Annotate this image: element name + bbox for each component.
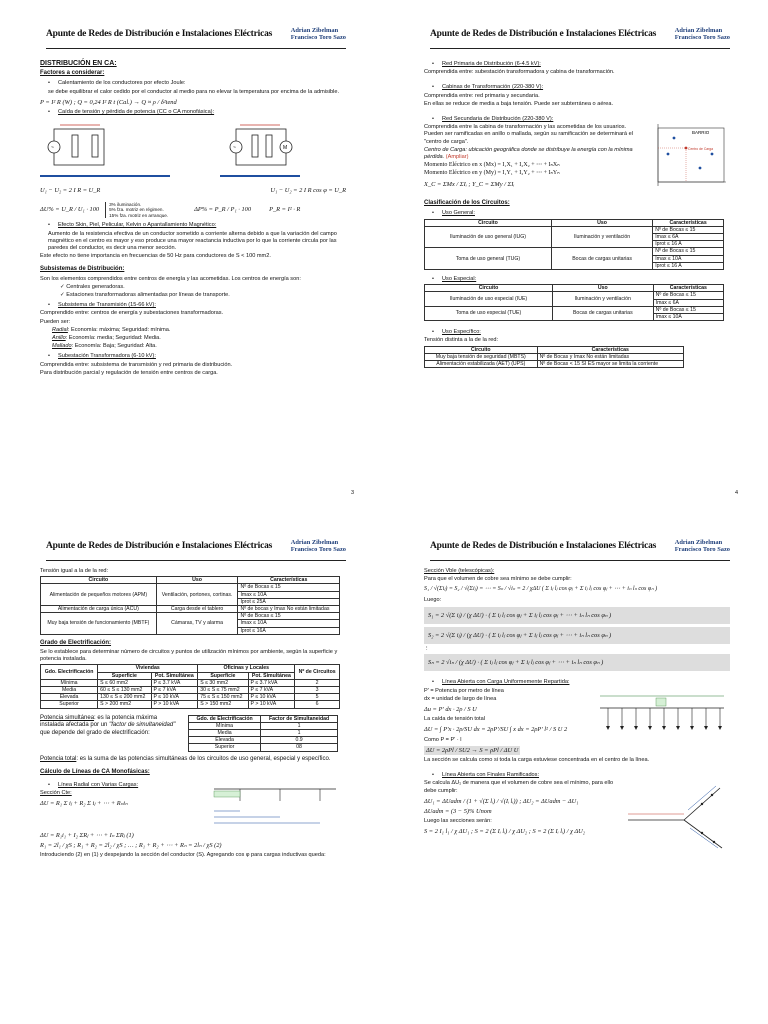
equation: Momento Eléctrico en x (Mx) = I₁X₁ + I₂X₂ + ⋯ + IₙXₙ — [424, 162, 560, 169]
header-title: Apunte de Redes de Distribución e Instalaciones Eléctricas — [430, 29, 657, 39]
bullet-item: • Línea Abierta con Finales Ramificados: — [432, 772, 730, 779]
equation: ΔU₁ = ΔUadm / (1 + √(Σ lᵢ) / √(Iᵢ lᵢ)) ; ΔU₂ = ΔUadm − ΔU₁ — [424, 797, 579, 805]
list-item: Radial: Economía: máxima; Seguridad: mínima. — [52, 326, 171, 333]
header-title: Apunte de Redes de Distribución e Instalaciones Eléctricas — [46, 29, 273, 39]
paragraph: En ellas se reduce de media a baja tensión. Puede ser subterránea o aérea. — [424, 100, 614, 107]
load-center-label: Centro de Carga — [688, 147, 714, 152]
bullet-item: • Uso General: — [432, 210, 730, 217]
equation: ΔU = R₁ Σ iⱼ + R₂ Σ iⱼ + ⋯ + Rₙiₙ — [40, 800, 128, 808]
header-title: Apunte de Redes de Distribución e Instalaciones Eléctricas — [430, 541, 657, 551]
bullet-item: • Subestación Transformadora (6-10 kV): — [48, 353, 346, 360]
bullet-item: • Red Primaria de Distribución (6-4.5 kV): — [432, 61, 730, 68]
motor-label: M — [283, 145, 288, 152]
page-header — [430, 540, 730, 561]
branched-line-text — [424, 780, 624, 850]
specific-use-table: Circuito Características Muy baja tensión de seguridad (MBTS) Nº de Bocas y Imax No están limitadas Alimentación estabilizada (AET) (UPS) Nº de Bocas < 15 SI ES mayor se limita la corriente — [424, 346, 684, 369]
paragraph: Luego las secciones serán: — [424, 818, 492, 825]
distributed-load-block — [424, 688, 730, 757]
equation: ΔU = ∫ P'x · 2ρ/SU dx = 2ρP'/SU ∫ x dx = 2ρP' l² / S U 2 — [424, 726, 568, 734]
branched-line-block — [424, 780, 730, 850]
paragraph: Para que el volumen de cobre sea mínimo se debe cumplir: — [424, 576, 572, 583]
equation-row — [40, 184, 346, 197]
simultaneity-block — [40, 715, 346, 752]
page-body — [40, 58, 346, 378]
bullet-item: • Efecto Skin, Piel, Pelicular, Kelvin o Apantallamiento Magnético: — [48, 222, 346, 229]
header-authors: Adrian Zibelman Francisco Toro Sazo — [674, 27, 730, 41]
header-title: Apunte de Redes de Distribución e Instalaciones Eléctricas — [46, 541, 273, 551]
source-symbol: ~ — [51, 145, 54, 152]
radial-line-block — [40, 779, 346, 829]
bullet-item: • Cabinas de Transformación (220-380 V): — [432, 84, 730, 91]
page-body — [40, 568, 346, 860]
document-page-5 — [0, 512, 384, 1024]
page-number: 4 — [734, 490, 738, 496]
document-page-6 — [384, 512, 768, 1024]
subheading: Cálculo de Líneas de CA Monofásicas: — [40, 769, 150, 776]
paragraph: Comprendida entre: subestación transformadora y cabina de transformación. — [424, 69, 615, 76]
limits-list: 3% iluminación. 5% fza. motriz en régimen. 15% fza. motriz en arranque. — [105, 202, 168, 219]
page-header — [46, 540, 346, 561]
document-page-4 — [384, 0, 768, 512]
page-body — [424, 568, 730, 850]
header-authors: Adrian Zibelman Francisco Toro Sazo — [674, 539, 730, 553]
paragraph: Se calcula ΔU₁ de manera que el volumen de cobre sea el mínimo, para ello debe cumplir: — [424, 780, 614, 794]
paragraph: La caída de tensión total — [424, 716, 485, 723]
paragraph: Este efecto no tiene importancia en frecuencias de 50 Hz para conductores de S < 100 mm2. — [40, 253, 271, 260]
paragraph: dx = unidad de largo de línea — [424, 695, 497, 702]
load-center-diagram — [644, 124, 728, 194]
list-item: Anillo: Economía: media; Seguridad: Media. — [52, 335, 161, 342]
equation: R₁ = 2l₁ / χS ; R₁ + R₂ = 2l₂ / χS ; … ; R₁ + R₂ + ⋯ + Rₙ = 2lₙ / χS (2) — [40, 841, 222, 849]
load-center-block — [424, 124, 730, 194]
source-symbol: ~ — [233, 145, 236, 152]
list-item: Mallado: Economía: Baja; Seguridad: Alta. — [52, 343, 157, 350]
paragraph: Son los elementos comprendidos entre centros de energía y las acometidas. Los centros de energía son: — [40, 275, 301, 282]
bullet-item: • Uso Específico: — [432, 329, 730, 336]
equation: P = I² R (W) ; Q = 0,24 I² R t (Cal.) → Q ≈ ρ / δ²tend — [40, 98, 177, 106]
equation: ΔP% = P_R / P₁ · 100 — [194, 206, 252, 214]
paragraph: Luego: — [424, 596, 442, 603]
bullet-item: • Uso Especial: — [432, 276, 730, 283]
ellipsis: ⋮ — [424, 646, 430, 653]
distributed-load-diagram — [594, 688, 730, 748]
equation-row — [40, 202, 346, 219]
equation: U₁ − U₂ = 2 I R = U_R — [40, 187, 101, 195]
branched-line-diagram — [624, 780, 728, 850]
document-page-3 — [0, 0, 384, 512]
equation-box: S₁ = 2 √(Σ iⱼ) / (χ ΔU) · ( Σ iⱼ lⱼ cos φⱼ + Σ iⱼ lⱼ cos φⱼ + ⋯ + iₙ lₙ cos φₙ ) — [424, 607, 730, 624]
bullet-item: • Subsistema de Transmisión (15-66 kV): — [48, 302, 346, 309]
bullet-item: • Calentamiento de los conductores por efecto Joule: — [48, 80, 346, 87]
special-use-table: Circuito Uso Características Iluminación de uso especial (IUE) Iluminación y ventilación Nº de Bocas ≤ 15 Imax ≤ 6A Toma de uso especial (TUE) Bocas de cargas unitarias Nº de Bocas ≤ 15 Imax ≤ 10A — [424, 284, 724, 321]
page-header — [430, 28, 730, 49]
bullet-item: • Línea Radial con Varias Cargas: — [48, 782, 210, 789]
simultaneity-table: Gdo. de Electrificación Factor de Simultaneidad Mínima 1 Media 1 Elevada 0.9 Superior 08 — [188, 715, 338, 752]
equation: ΔU% = U_R / U₁ · 100 — [40, 206, 100, 214]
paragraph: Comprendido entre: centros de energía y subestaciones transformadoras. — [40, 310, 224, 317]
header-authors: Adrian Zibelman Francisco Toro Sazo — [290, 27, 346, 41]
list-item: ✓ Centrales generadoras. — [60, 284, 346, 291]
paragraph: Introduciendo (2) en (1) y despejando la sección del conductor (S). Agregando cos φ para cargas inductivas queda: — [40, 852, 326, 859]
radial-line-text — [40, 779, 210, 829]
equation: X_C = ΣMx / ΣIᵢ ; Y_C = ΣMy / ΣIᵢ — [424, 180, 515, 188]
equation: Δu = P' dx · 2ρ / S U — [424, 706, 477, 714]
bullet-item: • Línea Abierta con Carga Uniformemente Repartida: — [432, 679, 730, 686]
paragraph: La sección se calcula como si toda la carga estuviese concentrada en el centro de la línea. — [424, 757, 650, 764]
header-authors: Adrian Zibelman Francisco Toro Sazo — [290, 539, 346, 553]
paragraph: Aumento de la resistencia efectiva de un conductor sometido a corriente alterna debido a que la variación del campo magnético en el centro es mayor y eso produce una mayor reactancia inductiva por lo que la corriente circula por las paredes del conductor, es decir una menor sección. — [48, 230, 337, 252]
bullet-item: • Red Secundaria de Distribución (220-380 V): — [432, 116, 730, 123]
paragraph: Potencia simultánea: es la potencia máxima instalada afectada por un "factor de simultaneidad" que depende del grado de electrificación: — [40, 714, 176, 737]
bullet-item: • Caída de tensión y pérdida de potencia (CC o CA monofásica): — [48, 109, 346, 116]
general-use-table: Circuito Uso Características Iluminación de uso general (IUG) Iluminación y ventilación Nº de Bocas ≤ 15 Imax ≤ 6A Iprot ≤ 16 A Toma de uso general (TUG) Bocas de cargas unitarias Nº de Bocas ≤ 15 Imax ≤ 10A Iprot ≤ 16 A — [424, 219, 724, 270]
paragraph: Pueden ser: — [40, 318, 71, 325]
equation: U₁ − U₂ = 2 I R cos φ = U_R — [270, 187, 346, 195]
equation: S₁ / √(Σiⱼ) = S₂ / √(Σiⱼ) = ⋯ = Sₙ / √iₙ = 2 / χΔU ( Σ iⱼ lⱼ cos φⱼ + Σ iⱼ lⱼ cos φⱼ + ⋯ + iₙ lₙ cos φₙ ) — [424, 586, 658, 593]
page-number: 3 — [350, 490, 354, 496]
paragraph: Comprendida entre: red primaria y secundaria. — [424, 92, 540, 99]
paragraph: Se lo establece para determinar número de circuitos y puntos de utilización mínimos por ambiente, según la superficie y potencia instalada. — [40, 649, 338, 663]
equation-box: Sₙ = 2 √iₙ / (χ ΔU) · ( Σ iⱼ lⱼ cos φⱼ + Σ iⱼ lⱼ cos φⱼ + ⋯ + iₙ lₙ cos φₙ ) — [424, 654, 730, 671]
paragraph: Potencia total: es la suma de las potencias simultáneas de los circuitos de uso general, especial y específico. — [40, 755, 331, 762]
paragraph: se debe equilibrar el calor cedido por el conductor al medio para no elevar la temperatura por encima de la admisible. — [48, 88, 340, 95]
page-header — [46, 28, 346, 49]
paragraph: Para distribución parcial y regulación de tensión entre centros de carga. — [40, 369, 218, 376]
paragraph: Tensión igual a la de la red: — [40, 568, 109, 574]
equation: ΔU = R₁i₁ + I₂ ΣRⱼ + ⋯ + Iₙ ΣRⱼ (1) — [40, 831, 134, 839]
subheading: Clasificación de los Circuitos: — [424, 200, 510, 207]
subheading: Sección Vble (telescópicas): — [424, 568, 495, 574]
subheading: Sección Cte: — [40, 789, 72, 796]
paragraph: Centro de Carga: ubicación geográfica donde se distribuye la energía con la mínima pérdida. (Ampliar) — [424, 146, 633, 161]
paragraph: Tensión distinta a la de la red: — [424, 337, 499, 344]
section-title: DISTRIBUCIÓN EN CA: — [40, 60, 117, 67]
page-body — [424, 58, 730, 368]
equation: S = 2 I₁ l₁ / χ ΔU₁ ; S = 2 (Σ Iᵢ lᵢ) / χ ΔU₂ ; S = 2 (Σ Iᵢ lᵢ) / χ ΔU₂ — [424, 828, 585, 836]
paragraph: Como P = P' · l — [424, 736, 462, 743]
load-center-text — [424, 124, 644, 194]
circuit-table: Circuito Uso Características Alimentación de pequeños motores (APM) Ventilación, portones, cortinas. Nº de Bocas ≤ 15 Imax ≤ 10A Iprot ≤ 25A Alimentación de carga única (ACU) Carga desde el tablero Nº de bocas y Imax No están limitadas Muy baja tensión de funcionamiento (MBTF) Cámaras, TV y alarma Nº de Bocas ≤ 15 Imax ≤ 10A Iprot ≤ 16A — [40, 576, 340, 635]
equation: Momento Eléctrico en y (My) = I₁Y₁ + I₂Y₂ + ⋯ + IₙYₙ — [424, 170, 560, 177]
equation: ΔUadm = (3 − 5)% Unom — [424, 808, 492, 816]
equation: ΔU = 2ρPl / SU2 → S = ρPl / ΔU U — [426, 746, 519, 754]
subheading: Grado de Electrificación: — [40, 639, 112, 646]
barrio-label: BARRIO — [692, 130, 710, 136]
circuit-diagram — [40, 117, 346, 181]
list-item: ✓ Estaciones transformadoras alimentadas por líneas de transporte. — [60, 292, 346, 299]
equation-box: S₂ = 2 √(Σ iⱼ) / (χ ΔU) · ( Σ iⱼ lⱼ cos φⱼ + Σ iⱼ lⱼ cos φⱼ + ⋯ + iₙ lₙ cos φₙ ) — [424, 627, 730, 644]
equation: P_R = I² · R — [269, 206, 301, 214]
paragraph: Comprendida entre la cabina de transformación y las acometidas de los usuarios. Pueden ser ramificadas en anillo o mallada, según su ramificación se determinará el "centro de carga". — [424, 124, 633, 145]
paragraph: P' = Potencia por metro de línea — [424, 687, 504, 694]
electrification-table: Gdo. Electrificación Viviendas Oficinas y Locales Nº de Circuitos Superficie Pot. Simultánea Superficie Pot. Simultánea Mínima S ≤ 60 mm2 P ≤ 3.7 kVA S ≤ 30 mm2 P ≤ 3.7 kVA 2 Media 60 ≤ S ≤ 130 mm2 P ≤ 7 kVA 30 ≤ S ≤ 75 mm2 P ≤ 7 kVA 3 Elevada 130 ≤ S ≤ 200 mm2 P ≤ 10 kVA 75 ≤ S ≤ 150 mm2 P ≤ 10 kVA 5 Superior S > 200 mm2 P > 10 kVA S > 150 mm2 P > 10 kVA 6 — [40, 664, 340, 708]
distributed-load-text — [424, 688, 594, 757]
subheading: Subsistemas de Distribución: — [40, 266, 125, 273]
paragraph: Comprendida entre: subsistema de transmisión y red primaria de distribución. — [40, 361, 233, 368]
radial-line-diagram — [210, 779, 340, 829]
subheading: Factores a considerar: — [40, 70, 105, 77]
